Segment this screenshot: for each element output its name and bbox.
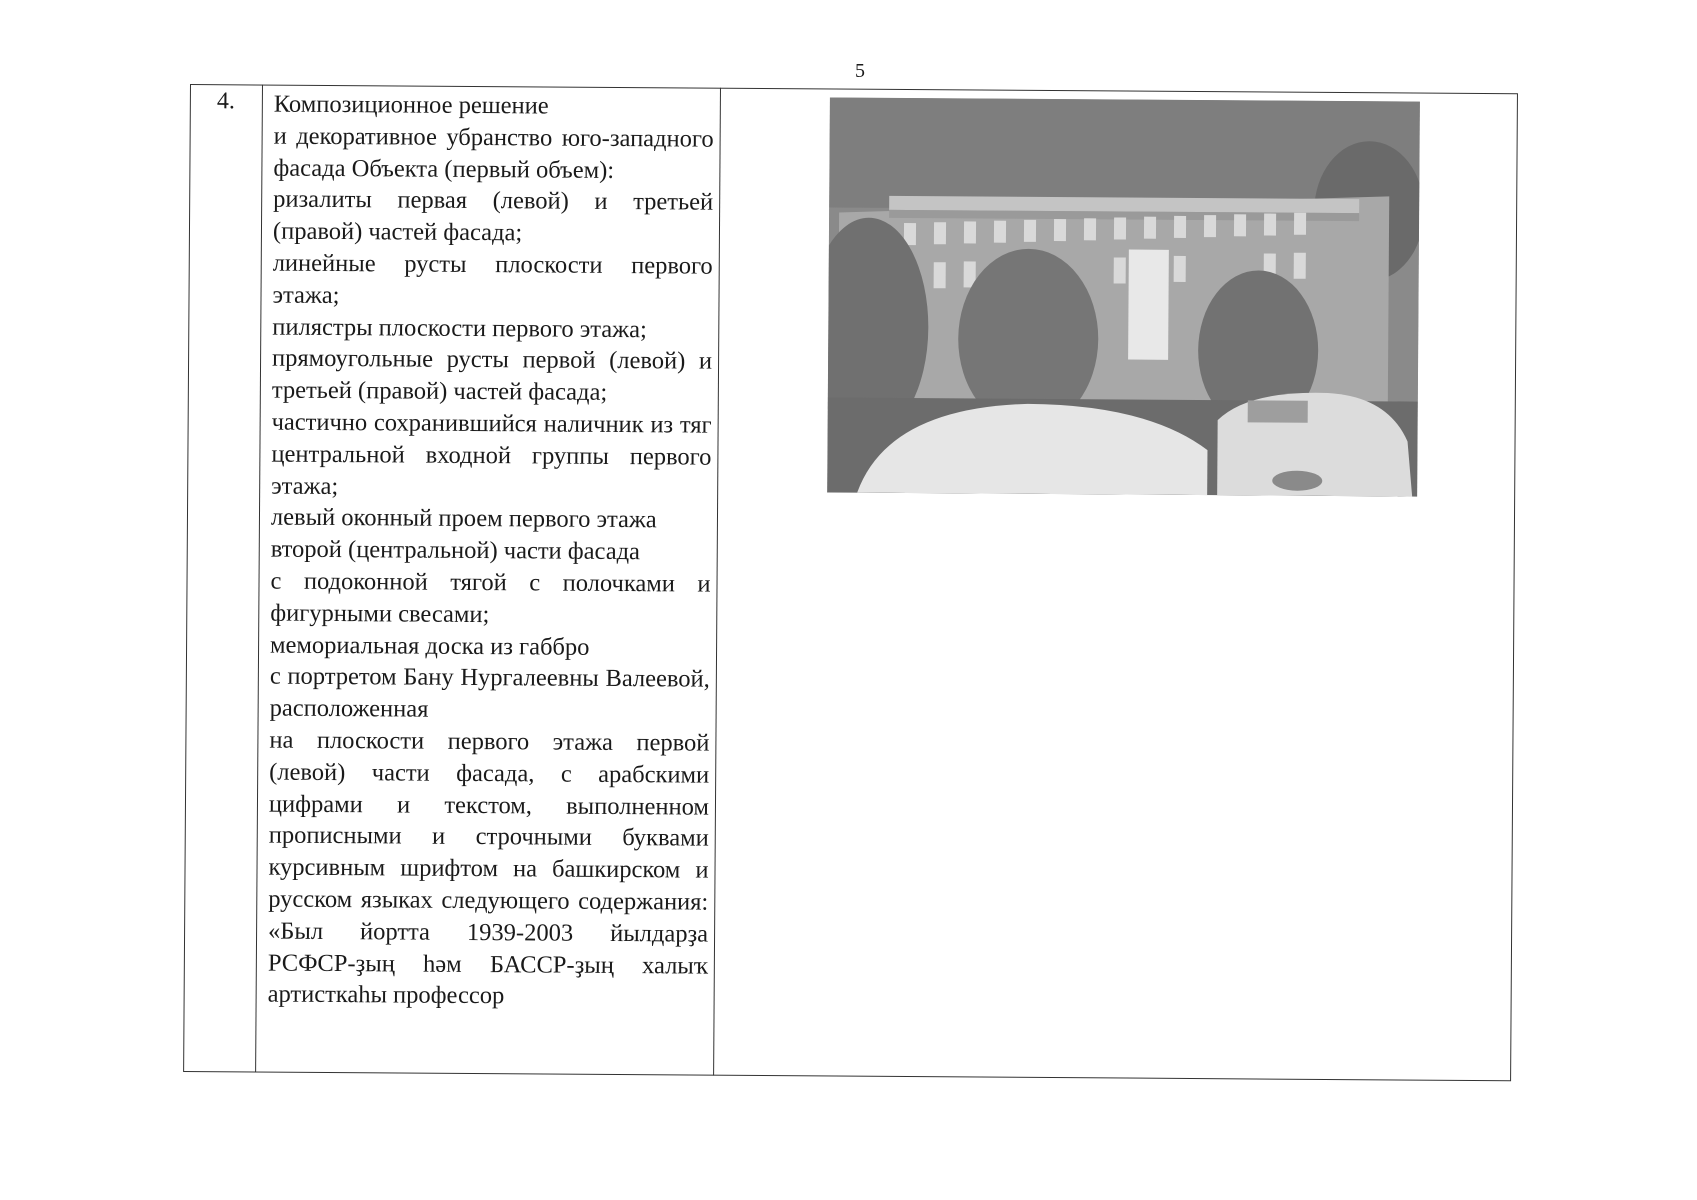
paragraph: линейные русты плоскости первого этажа; (272, 249, 713, 309)
row-number: 4. (216, 88, 235, 115)
description-cell (268, 89, 714, 1014)
facade-photo-image (827, 97, 1420, 496)
paragraph: с портретом Бану Нургалеевны Валеевой, расположенная (269, 662, 710, 723)
paragraph: Композиционное решение (273, 90, 549, 120)
page-number: 5 (855, 60, 865, 82)
paragraph: и декоративное убранство юго-западного фасада Объекта (первый объем): (273, 122, 714, 184)
paragraph: прямоугольные русты первой (левой) и третьей (правой) частей фасада; (271, 344, 713, 407)
paragraph: частично сохранившийся наличник из тяг центральной входной группы первого этажа; (271, 408, 712, 500)
paragraph: мемориальная доска из габбро (269, 631, 590, 661)
paragraph: с подоконной тягой с полочками и фигурными свесами; (270, 567, 711, 628)
facade-photo (827, 97, 1420, 496)
heritage-table (183, 84, 1518, 1081)
paragraph: левый оконный проем первого этажа второй (центральной) части фасада (270, 503, 657, 566)
paragraph: пилястры плоскости первого этажа; (272, 313, 647, 343)
paragraph: на плоскости первого этажа первой (левой) части фасада, с арабскими цифрами и текстом, выполненном прописными и строчными буквами курсивным шрифтом на башкирском и русском языках следующего содержания: «Был йортта 1939-2003 йылдарҙа РСФСР-ҙың һәм БАССР-ҙың халыҡ артисткаһы профессор (267, 726, 710, 1010)
paragraph: ризалиты первая (левой) и третьей (правой) частей фасада; (272, 185, 714, 247)
